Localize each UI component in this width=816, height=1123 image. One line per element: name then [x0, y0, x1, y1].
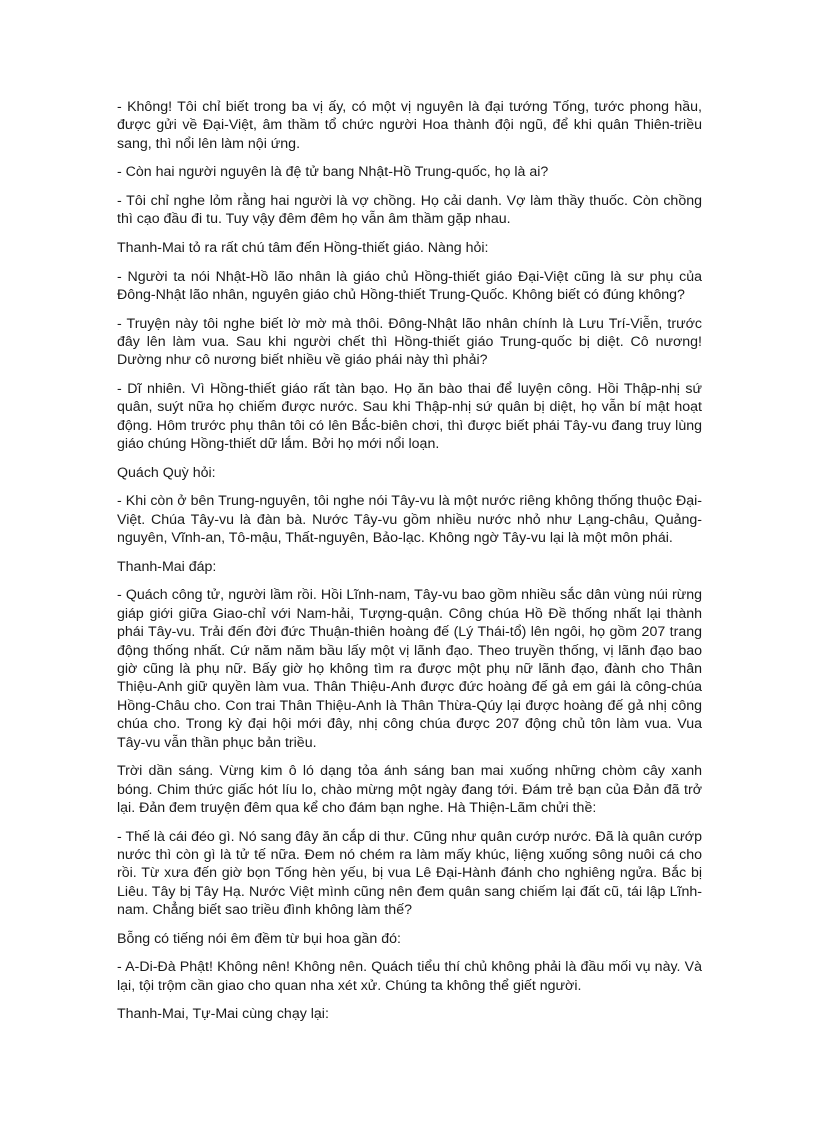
paragraph: Thanh-Mai, Tự-Mai cùng chạy lại:	[117, 1006, 329, 1023]
document-page	[117, 98, 702, 1034]
paragraph: Trời dần sáng. Vừng kim ô ló dạng tỏa ánh sáng ban mai xuống những chòm cây xanh bóng. Chim thức giấc hót líu lo, chào mừng một ngày đang tới. Đám trẻ bạn của Đản đã trở lại. Đản đem truyện đêm qua kể cho đám bạn nghe. Hà Thiện-Lãm chửi thề:	[117, 763, 702, 817]
paragraph: - Người ta nói Nhật-Hồ lão nhân là giáo chủ Hồng-thiết giáo Đại-Việt cũng là sư phụ của Đông-Nhật lão nhân, nguyên giáo chủ Hồng-thiết Trung-Quốc. Không biết có đúng không?	[117, 268, 702, 303]
paragraph: - Truyện này tôi nghe biết lờ mờ mà thôi. Đông-Nhật lão nhân chính là Lưu Trí-Viễn, trước đây lên làm vua. Sau khi người chết thì Hồng-thiết giáo Trung-quốc bị diệt. Cô nương! Dường như cô nương biết nhiều về giáo phái này thì phải?	[117, 315, 702, 369]
paragraph: Quách Quỳ hỏi:	[117, 464, 216, 481]
paragraph: - Khi còn ở bên Trung-nguyên, tôi nghe nói Tây-vu là một nước riêng không thống thuộc Đại-Việt. Chúa Tây-vu là đàn bà. Nước Tây-vu gồm nhiều nước nhỏ như Lạng-châu, Quảng-nguyên, Vĩnh-an, Tô-mậu, Thất-nguyên, Bảo-lạc. Không ngờ Tây-vu lại là một môn phái.	[117, 493, 702, 547]
paragraph: - A-Di-Đà Phật! Không nên! Không nên. Quách tiểu thí chủ không phải là đầu mối vụ này. Và lại, tội trộm cần giao cho quan nha xét xử. Chúng ta không thể giết người.	[117, 959, 702, 994]
paragraph: - Thế là cái đéo gì. Nó sang đây ăn cắp di thư. Cũng như quân cướp nước. Đã là quân cướp nước thì còn gì là tử tế nữa. Đem nó chém ra làm mấy khúc, liệng xuống sông nuôi cá cho rồi. Từ xưa đến giờ bọn Tống hèn yếu, bị vua Lê Đại-Hành đánh cho nghiêng ngửa. Bắc bị Liêu. Tây bị Tây Hạ. Nước Việt mình cũng nên đem quân sang chiếm lại đất cũ, tái lập Lĩnh-nam. Chẳng biết sao triều đình không làm thế?	[117, 828, 702, 919]
paragraph: - Còn hai người nguyên là đệ tử bang Nhật-Hồ Trung-quốc, họ là ai?	[117, 164, 549, 181]
paragraph: Thanh-Mai tỏ ra rất chú tâm đến Hồng-thiết giáo. Nàng hỏi:	[117, 240, 489, 256]
paragraph: Thanh-Mai đáp:	[117, 558, 217, 575]
paragraph: - Quách công tử, người lầm rồi. Hồi Lĩnh-nam, Tây-vu bao gồm nhiều sắc dân vùng núi rừng giáp giới giữa Giao-chỉ với Nam-hải, Tượng-quận. Công chúa Hồ Đề thống nhất lại thành phái Tây-vu. Trải đến đời đức Thuận-thiên hoàng đế (Lý Thái-tổ) lên ngôi, họ gồm 207 trang động thống nhất. Cứ năm năm bầu lấy một vị lãnh đạo. Theo truyền thống, vị lãnh đạo bao giờ cũng là phụ nữ. Bấy giờ họ không tìm ra được một phụ nữ lãnh đạo, đành cho Thân Thiệu-Anh giữ quyền làm vua. Thân Thiệu-Anh được đức hoàng đế gả em gái là công-chúa Hồng-Châu cho. Con trai Thân Thiệu-Anh là Thân Thừa-Qúy lại được hoàng đế gả nhị công chúa cho. Trong kỳ đại hội mới đây, nhị công chúa được 207 động chủ tôn làm vua. Vua Tây-vu vẫn thần phục bản triều.	[117, 587, 702, 751]
paragraph: - Không! Tôi chỉ biết trong ba vị ấy, có một vị nguyên là đại tướng Tống, tước phong hầu, được gửi về Đại-Việt, âm thầm tổ chức người Hoa thành đội ngũ, để khi quân Thiên-triều sang, thì nổi lên làm nội ứng.	[117, 99, 702, 152]
paragraph: Bỗng có tiếng nói êm đềm từ bụi hoa gần đó:	[117, 930, 401, 947]
paragraph: - Dĩ nhiên. Vì Hồng-thiết giáo rất tàn bạo. Họ ăn bào thai để luyện công. Hồi Thập-nhị sứ quân, suýt nữa họ chiếm được nước. Sau khi Thập-nhị sứ quân bị diệt, họ vẫn bí mật hoạt động. Hôm trước phụ thân tôi có lên Bắc-biên chơi, thì được biết phái Tây-vu đang truy lùng giáo chúng Hồng-thiết dữ lắm. Bởi họ mới nổi loạn.	[117, 381, 702, 453]
paragraph: - Tôi chỉ nghe lỏm rằng hai người là vợ chồng. Họ cải danh. Vợ làm thầy thuốc. Còn chồng thì cạo đầu đi tu. Tuy vậy đêm đêm họ vẫn âm thầm gặp nhau.	[117, 193, 702, 228]
